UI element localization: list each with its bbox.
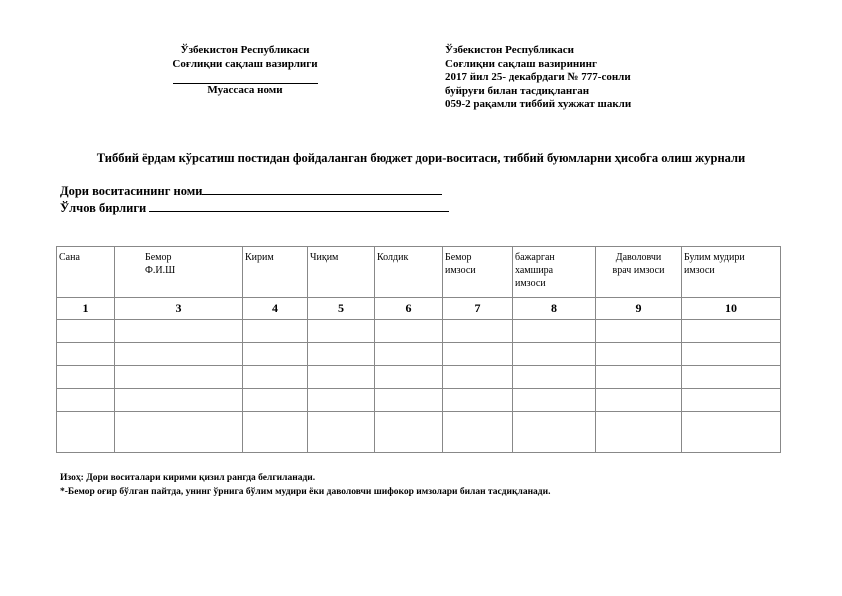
table-cell[interactable] [308,343,375,366]
table-cell[interactable] [243,320,308,343]
col-balance: Колдик [375,247,443,298]
table-cell[interactable] [57,412,115,453]
table-number-row [57,298,781,320]
table-cell[interactable] [375,320,443,343]
table-cell[interactable] [57,366,115,389]
table-cell[interactable] [115,412,243,453]
table-cell[interactable] [443,343,513,366]
table-row [57,389,781,412]
table-cell[interactable] [375,366,443,389]
col-patient-name: Бемор Ф.И.Ш [115,247,243,298]
col-doctor-signature: Даволовчи врач имзоси [596,247,682,298]
unit-field [60,199,449,216]
table-cell[interactable] [308,320,375,343]
table-cell[interactable] [513,389,596,412]
table-cell[interactable] [513,343,596,366]
table-row [57,320,781,343]
table-cell[interactable] [443,320,513,343]
table-cell[interactable] [682,320,781,343]
header-right-ministry: Соғлиқни сақлаш вазирининг [445,57,597,70]
table-cell[interactable] [596,389,682,412]
header-right-form-number: 059-2 рақамли тиббий хужжат шакли [445,98,632,110]
table-cell[interactable] [308,412,375,453]
col-number: 9 [596,298,682,320]
table-cell[interactable] [596,320,682,343]
table-cell[interactable] [375,412,443,453]
medicine-name-line [202,182,442,195]
col-number: 6 [375,298,443,320]
col-number: 7 [443,298,513,320]
table-row [57,366,781,389]
header-right-order: 2017 йил 25- декабрдаги № 777-сонли [445,71,631,83]
table-cell[interactable] [308,366,375,389]
header-right [445,44,631,112]
col-number: 4 [243,298,308,320]
col-date: Сана [57,247,115,298]
table-cell[interactable] [115,389,243,412]
table-cell[interactable] [243,366,308,389]
table-cell[interactable] [443,366,513,389]
table-cell[interactable] [513,412,596,453]
table-cell[interactable] [308,389,375,412]
table-cell[interactable] [596,343,682,366]
table-cell[interactable] [513,366,596,389]
unit-label: Ўлчов бирлиги [60,201,147,215]
col-expense: Чиқим [308,247,375,298]
table-cell[interactable] [375,343,443,366]
table-cell[interactable] [682,412,781,453]
table-cell[interactable] [682,366,781,389]
table-cell[interactable] [596,412,682,453]
table-cell[interactable] [513,320,596,343]
document-title: Тиббий ёрдам кўрсатиш постидан фойдаланган бюджет дори-воситаси, тиббий буюмларни ҳисобга олиш журнали [96,151,746,165]
header-left [140,44,350,98]
col-number: 8 [513,298,596,320]
table-cell[interactable] [57,320,115,343]
table-cell[interactable] [115,320,243,343]
table-cell[interactable] [243,389,308,412]
table-header-row [57,247,781,298]
col-number: 1 [57,298,115,320]
institution-name-line [173,71,318,84]
table-row [57,412,781,453]
table-cell[interactable] [243,412,308,453]
journal-table [56,246,781,453]
table-cell[interactable] [596,366,682,389]
col-number: 5 [308,298,375,320]
col-patient-signature: Бемор имзоси [443,247,513,298]
table-cell[interactable] [115,366,243,389]
unit-line [149,199,449,212]
col-nurse-signature: бажарган хамшира имзоси [513,247,596,298]
table-row [57,343,781,366]
note-signature: *-Бемор оғир бўлган пайтда, унинг ўрнига бўлим мудири ёки даволовчи шифокор имзолари билан тасдиқланади. [60,487,551,497]
table-cell[interactable] [57,389,115,412]
table-cell[interactable] [243,343,308,366]
col-number: 10 [682,298,781,320]
col-head-signature: Булим мудири имзоси [682,247,781,298]
table-cell[interactable] [375,389,443,412]
col-number: 3 [115,298,243,320]
table-cell[interactable] [682,343,781,366]
header-left-institution-label: Муассаса номи [207,84,283,96]
col-income: Кирим [243,247,308,298]
header-right-country: Ўзбекистон Республикаси [445,44,574,56]
medicine-name-label: Дори воситасининг номи [60,184,203,198]
table-cell[interactable] [57,343,115,366]
table-cell[interactable] [443,412,513,453]
table-cell[interactable] [682,389,781,412]
header-left-ministry: Соғлиқни сақлаш вазирлиги [172,57,318,70]
header-left-country: Ўзбекистон Республикаси [180,44,310,56]
table-cell[interactable] [443,389,513,412]
table-cell[interactable] [115,343,243,366]
header-right-approved: буйруғи билан тасдиқланган [445,84,590,97]
note-income-red: Изоҳ: Дори воситалари кирими қизил рангда белгиланади. [60,473,316,483]
medicine-name-field [60,182,442,199]
